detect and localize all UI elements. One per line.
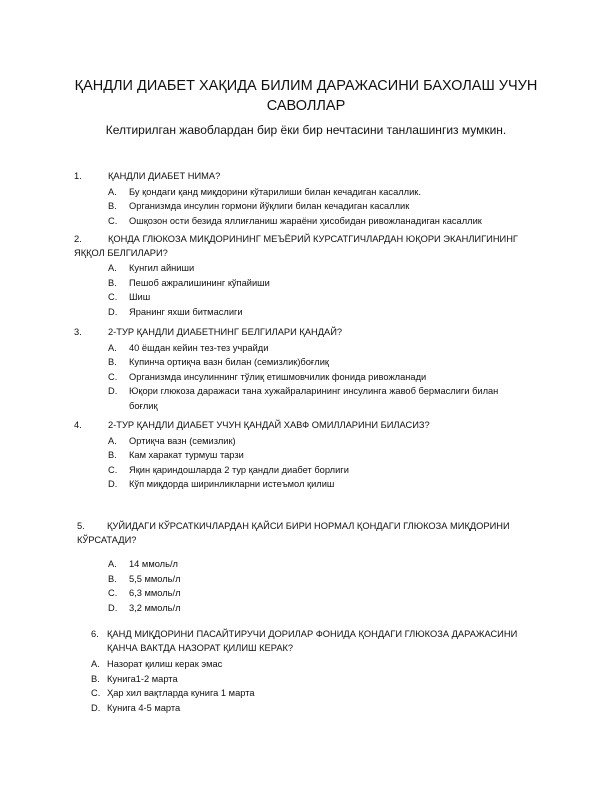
option-text: 6,3 ммоль/л [129,588,181,599]
answer-option[interactable] [108,586,537,601]
option-text: 14 ммоль/л [129,559,178,569]
option-text: 5,5 ммоль/л [129,573,181,584]
question-number: 6. [91,629,99,639]
option-text: Организмда инсулин гормони йўқлиги билан кечадиган касаллик [129,201,410,212]
answer-option[interactable] [108,557,537,572]
answer-option[interactable] [108,477,544,492]
answer-option[interactable] [108,276,544,291]
option-text: Кунгил айниши [129,263,195,273]
answer-option[interactable] [108,199,544,214]
answer-option[interactable] [91,701,531,716]
option-letter: C. [108,215,118,226]
option-text: 3,2 ммоль/л [129,602,181,613]
question-6-options [91,657,531,715]
option-letter: A. [91,659,100,669]
option-text: Купинча ортиқча вазн билан (семизлик)боғлиқ [129,357,329,368]
answer-option[interactable] [91,686,531,701]
answer-option[interactable] [108,434,544,449]
option-text: Шиш [129,292,151,303]
option-letter: C. [108,292,118,303]
answer-option[interactable] [108,185,544,200]
question-1 [74,170,544,228]
question-text: ҚАНДЛИ ДИАБЕТ НИМА? [108,171,221,181]
option-text: Кам харакат турмуш тарзи [129,450,244,461]
question-2 [74,233,544,319]
option-letter: A. [108,342,117,353]
question-4 [74,419,544,492]
option-text: Кунига1-2 марта [107,673,178,684]
answer-option[interactable] [108,463,544,478]
answer-option[interactable] [108,341,544,356]
answer-option[interactable] [108,448,544,463]
answer-option[interactable] [108,305,544,320]
option-letter: B. [108,277,117,288]
answer-option[interactable] [108,370,544,385]
answer-option[interactable] [91,672,531,687]
option-text: Организмда инсулиннинг тўлиқ етишмовчилик фонида ривожланади [129,371,427,382]
option-text: Ошқозон ости безида яллиғланиш жараёни ҳисобидан ривожланадиган касаллик [129,215,482,226]
answer-option[interactable] [91,657,531,672]
question-6 [91,628,541,655]
answer-option[interactable] [108,384,523,413]
option-text: Ортиқча вазн (семизлик) [129,435,236,446]
answer-option[interactable] [108,355,544,370]
question-5 [77,520,537,615]
option-letter: D. [108,602,118,613]
option-letter: A. [108,263,117,273]
question-text: ҚУЙИДАГИ КЎРСАТКИЧЛАРДАН ҚАЙСИ БИРИ НОРМАЛ ҚОНДАГИ ГЛЮКОЗА МИҚДОРИНИ КЎРСАТАДИ? [77,521,510,545]
question-text: ҚАНД МИҚДОРИНИ ПАСАЙТИРУЧИ ДОРИЛАР ФОНИДА ҚОНДАГИ ГЛЮКОЗА ДАРАЖАСИНИ ҚАНЧА ВАКТДА НАЗОРАТ ҚИЛИШ КЕРАК? [107,629,518,653]
option-text: Кўп миқдорда ширинликларни истеъмол қилиш [129,479,335,490]
page-title: ҚАНДЛИ ДИАБЕТ ХАҚИДА БИЛИМ ДАРАЖАСИНИ БАХОЛАШ УЧУН САВОЛЛАР [74,78,538,114]
question-text: 2-ТУР ҚАНДЛИ ДИАБЕТНИНГ БЕЛГИЛАРИ ҚАНДАЙ? [108,327,343,337]
option-letter: B. [108,450,117,461]
option-text: Назорат қилиш керак эмас [107,659,223,669]
option-letter: B. [108,201,117,212]
option-text: Кунига 4-5 марта [107,702,181,713]
answer-option[interactable] [108,290,544,305]
option-text: Ҳар хил вақтларда кунига 1 марта [107,688,255,699]
option-letter: A. [108,559,117,569]
answer-option[interactable] [108,261,544,276]
option-text: Яранинг яхши битмаслиги [129,306,243,317]
question-3 [74,326,544,413]
option-letter: D. [108,306,118,317]
option-letter: C. [108,464,118,475]
option-letter: C. [108,371,118,382]
question-number: 5. [77,521,85,531]
option-text: Бу қондаги қанд миқдорини кўтарилиши билан кечадиган касаллик. [129,186,421,197]
question-text: 2-ТУР ҚАНДЛИ ДИАБЕТ УЧУН ҚАНДАЙ ХАВФ ОМИЛЛАРИНИ БИЛАСИЗ? [108,420,430,430]
question-text: ҚОНДА ГЛЮКОЗА МИҚДОРИНИНГ МЕЪЁРИЙ КУРСАТГИЧЛАРДАН ЮҚОРИ ЭКАНЛИГИНИНГ ЯҚҚОЛ БЕЛГИЛАРИ? [74,234,518,258]
option-text: Яқин қариндошларда 2 тур қандли диабет борлиги [129,464,349,475]
question-number: 1. [74,171,82,181]
option-letter: A. [108,186,117,197]
option-letter: C. [91,688,101,699]
option-letter: B. [108,573,117,584]
option-letter: D. [108,479,118,490]
option-letter: D. [91,702,101,713]
option-letter: C. [108,588,118,599]
answer-option[interactable] [108,214,544,229]
option-letter: B. [91,673,100,684]
question-number: 3. [74,327,82,337]
question-number: 4. [74,420,82,430]
option-text: Юқори глюкоза даражаси тана хужайраларининг инсулинга жавоб бермаслиги билан боғлиқ [129,386,499,411]
page-subtitle: Келтирилган жавоблардан бир ёки бир нечтасини танлашингиз мумкин. [105,123,507,137]
answer-option[interactable] [108,572,537,587]
option-letter: B. [108,357,117,368]
option-text: 40 ёшдан кейин тез-тез учрайди [129,342,269,353]
option-text: Пешоб ажралишининг кўпайиши [129,277,270,288]
answer-option[interactable] [108,601,537,616]
option-letter: D. [108,386,118,397]
question-number: 2. [74,234,82,244]
option-letter: A. [108,435,117,446]
